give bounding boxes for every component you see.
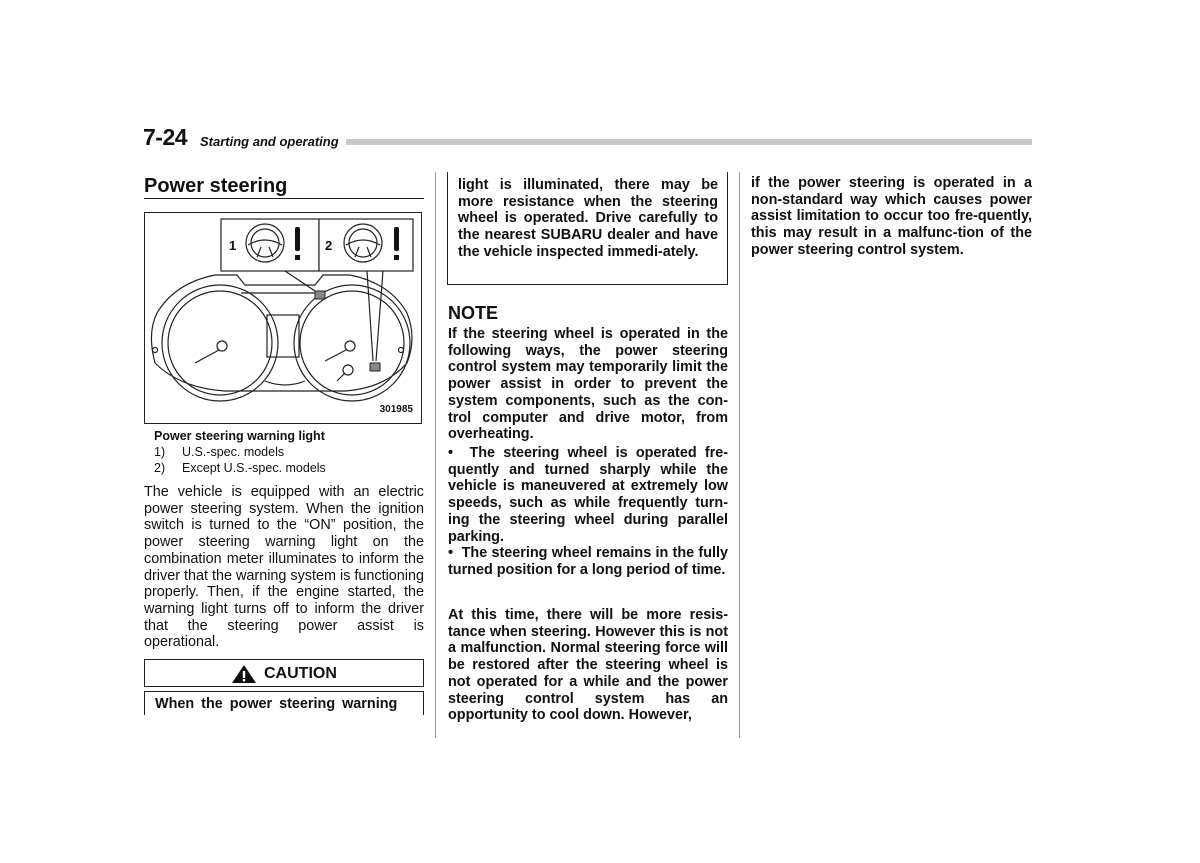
caption-item-number: 2) (154, 461, 166, 475)
warning-triangle-icon (231, 664, 257, 684)
instrument-cluster-illustration (145, 213, 423, 425)
continued-paragraph: if the power steering is operated in a non-standard way which causes power assist limitation to occur too fre-quently, this may result in a malfunc-tion of the power steering control system. (751, 175, 1032, 258)
column-divider (435, 172, 436, 738)
section-title: Starting and operating (200, 134, 339, 149)
caption-item (154, 445, 284, 459)
caution-header (144, 659, 424, 687)
title-divider (144, 198, 424, 199)
caption-item (154, 461, 326, 475)
note-bullet (448, 445, 728, 545)
column-divider (739, 172, 740, 738)
caution-box-continued (447, 172, 728, 285)
figure-caption-title: Power steering warning light (154, 429, 325, 443)
note-intro: If the steering wheel is operated in the following ways, the power steering control system may temporarily limit the power assist in order to prevent the system components, such as the con-trol computer and drive motor, from overheating. (448, 326, 728, 443)
caption-item-text: Except U.S.-spec. models (182, 461, 326, 475)
caution-label: CAUTION (264, 665, 337, 682)
bullet-text: The steering wheel is operated fre-quently and turned sharply while the vehicle is maneuvered at extremely low speeds, such as while frequently turn-ing the steering wheel during parallel parking. (448, 445, 729, 545)
note-conclusion: At this time, there will be more resis-tance when steering. However this is not a malfunction. Normal steering force will be restored after the steering wheel is not operated for a while and the power steering control system has an opportunity to cool down. However, (448, 607, 728, 724)
figure-code: 301985 (379, 404, 413, 415)
bullet-icon: • (448, 445, 454, 461)
caption-item-text: U.S.-spec. models (182, 445, 285, 459)
caution-box (144, 691, 424, 715)
body-paragraph: The vehicle is equipped with an electric power steering system. When the ignition switch is turned to the “ON” position, the power steering warning light on the combination meter illuminates to inform the driver that the warning system is functioning properly. Then, if the engine started, the warning light turns off to inform the driver that the steering power assist is operational. (144, 484, 424, 651)
caption-item-number: 1) (154, 445, 166, 459)
bullet-icon: • (448, 545, 454, 561)
callout-label-2: 2 (325, 238, 333, 253)
header-rule (346, 139, 1032, 145)
bullet-text: The steering wheel remains in the fully turned position for a long period of time. (448, 545, 728, 578)
page-number: 7-24 (143, 124, 188, 150)
callout-label-1: 1 (229, 238, 237, 253)
caution-text: When the power steering warning (155, 696, 398, 712)
note-heading: NOTE (448, 303, 499, 323)
instrument-cluster-figure (144, 212, 422, 424)
caution-continued-text: light is illuminated, there may be more resistance when the steering wheel is operated. Drive carefully to the nearest SUBARU dealer and have the vehicle inspected immedi-ately. (458, 177, 718, 260)
page-title: Power steering (144, 175, 288, 197)
note-bullet (448, 545, 728, 578)
